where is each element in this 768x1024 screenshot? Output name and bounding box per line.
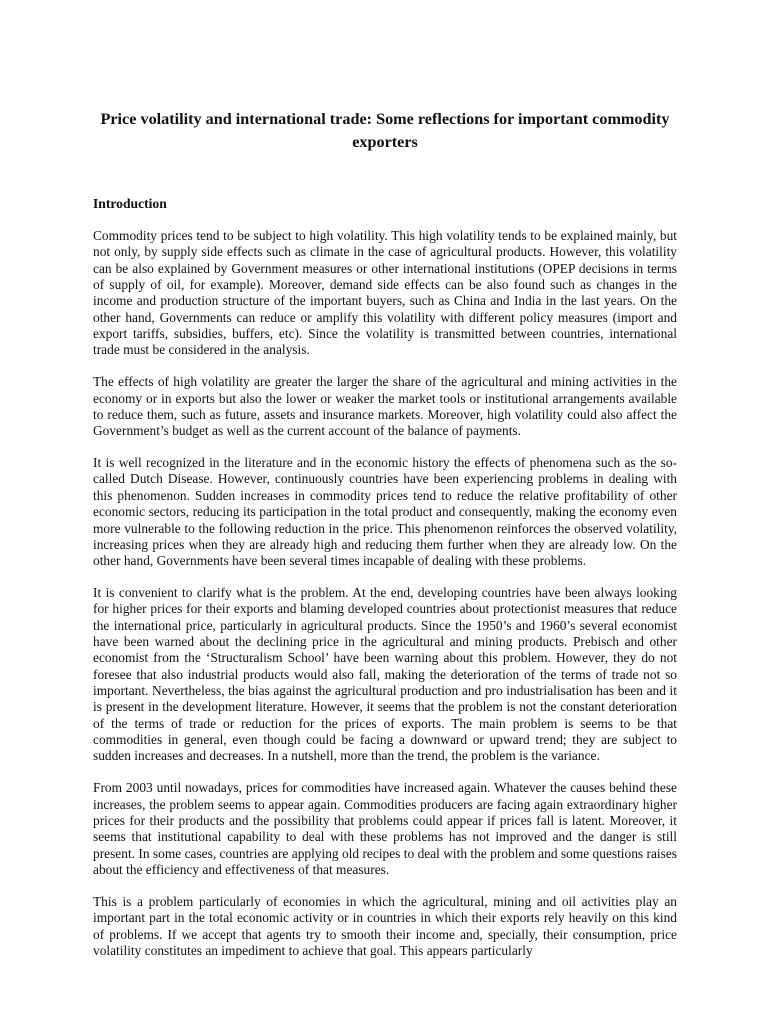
paragraph-2: The effects of high volatility are greater the larger the share of the agricultural and mining activities in the economy or in exports but also the lower or weaker the market tools or institutional arrangements available to reduce them, such as future, assets and insurance markets. Moreover, high volatility could also affect the Government’s budget as well as the current account of the balance of payments. <box>93 374 677 439</box>
paragraph-6: This is a problem particularly of economies in which the agricultural, mining and oil activities play an important part in the total economic activity or in countries in which their exports rely heavily on this kind of problems. If we accept that agents try to smooth their income and, specially, their consumption, price volatility constitutes an impediment to achieve that goal. This appears particularly <box>93 893 677 958</box>
section-heading-introduction: Introduction <box>93 196 167 211</box>
paragraph-1: Commodity prices tend to be subject to high volatility. This high volatility tends to be explained mainly, but not only, by supply side effects such as climate in the case of agricultural products. However, this volatility can be also explained by Government measures or other international institutions (OPEP decisions in terms of supply of oil, for example). Moreover, demand side effects can be also found such as changes in the income and production structure of the important buyers, such as China and India in the last years. On the other hand, Governments can reduce or amplify this volatility with different policy measures (import and export tariffs, subsidies, buffers, etc). Since the volatility is transmitted between countries, international trade must be considered in the analysis. <box>93 228 677 358</box>
paragraph-5: From 2003 until nowadays, prices for commodities have increased again. Whatever the causes behind these increases, the problem seems to appear again. Commodities producers are facing again extraordinary higher prices for their products and the possibility that problems could appear if prices fall is latent. Moreover, it seems that institutional capability to deal with these problems has not improved and the danger is still present. In some cases, countries are applying old recipes to deal with the problem and some questions raises about the efficiency and effectiveness of that measures. <box>93 780 677 878</box>
document-page <box>93 108 677 975</box>
paragraph-3: It is well recognized in the literature and in the economic history the effects of phenomena such as the so-called Dutch Disease. However, continuously countries have been experiencing problems in dealing with this phenomenon. Sudden increases in commodity prices tend to reduce the relative profitability of other economic sectors, reducing its participation in the total product and consequently, making the economy even more vulnerable to the following reduction in the price. This phenomenon reinforces the observed volatility, increasing prices when they are already high and reducing them further when they are already low. On the other hand, Governments have been several times incapable of dealing with these problems. <box>93 455 677 569</box>
document-title: Price volatility and international trade: Some reflections for important commodity exporters <box>100 110 670 151</box>
paragraph-4: It is convenient to clarify what is the problem. At the end, developing countries have been always looking for higher prices for their exports and blaming developed countries about protectionist measures that reduce the international price, particularly in agricultural products. Since the 1950’s and 1960’s several economist have been warned about the declining price in the agricultural and mining products. Prebisch and other economist from the ‘Structuralism School’ have been warning about this problem. However, they do not foresee that also industrial products would also fall, making the deterioration of the terms of trade not so important. Nevertheless, the bias against the agricultural production and pro industrialisation has been and it is present in the development literature. However, it seems that the problem is not the constant deterioration of the terms of trade or reduction for the prices of exports. The main problem is seems to be that commodities in general, even though could be facing a downward or upward trend; they are subject to sudden increases and decreases. In a nutshell, more than the trend, the problem is the variance. <box>93 585 677 764</box>
